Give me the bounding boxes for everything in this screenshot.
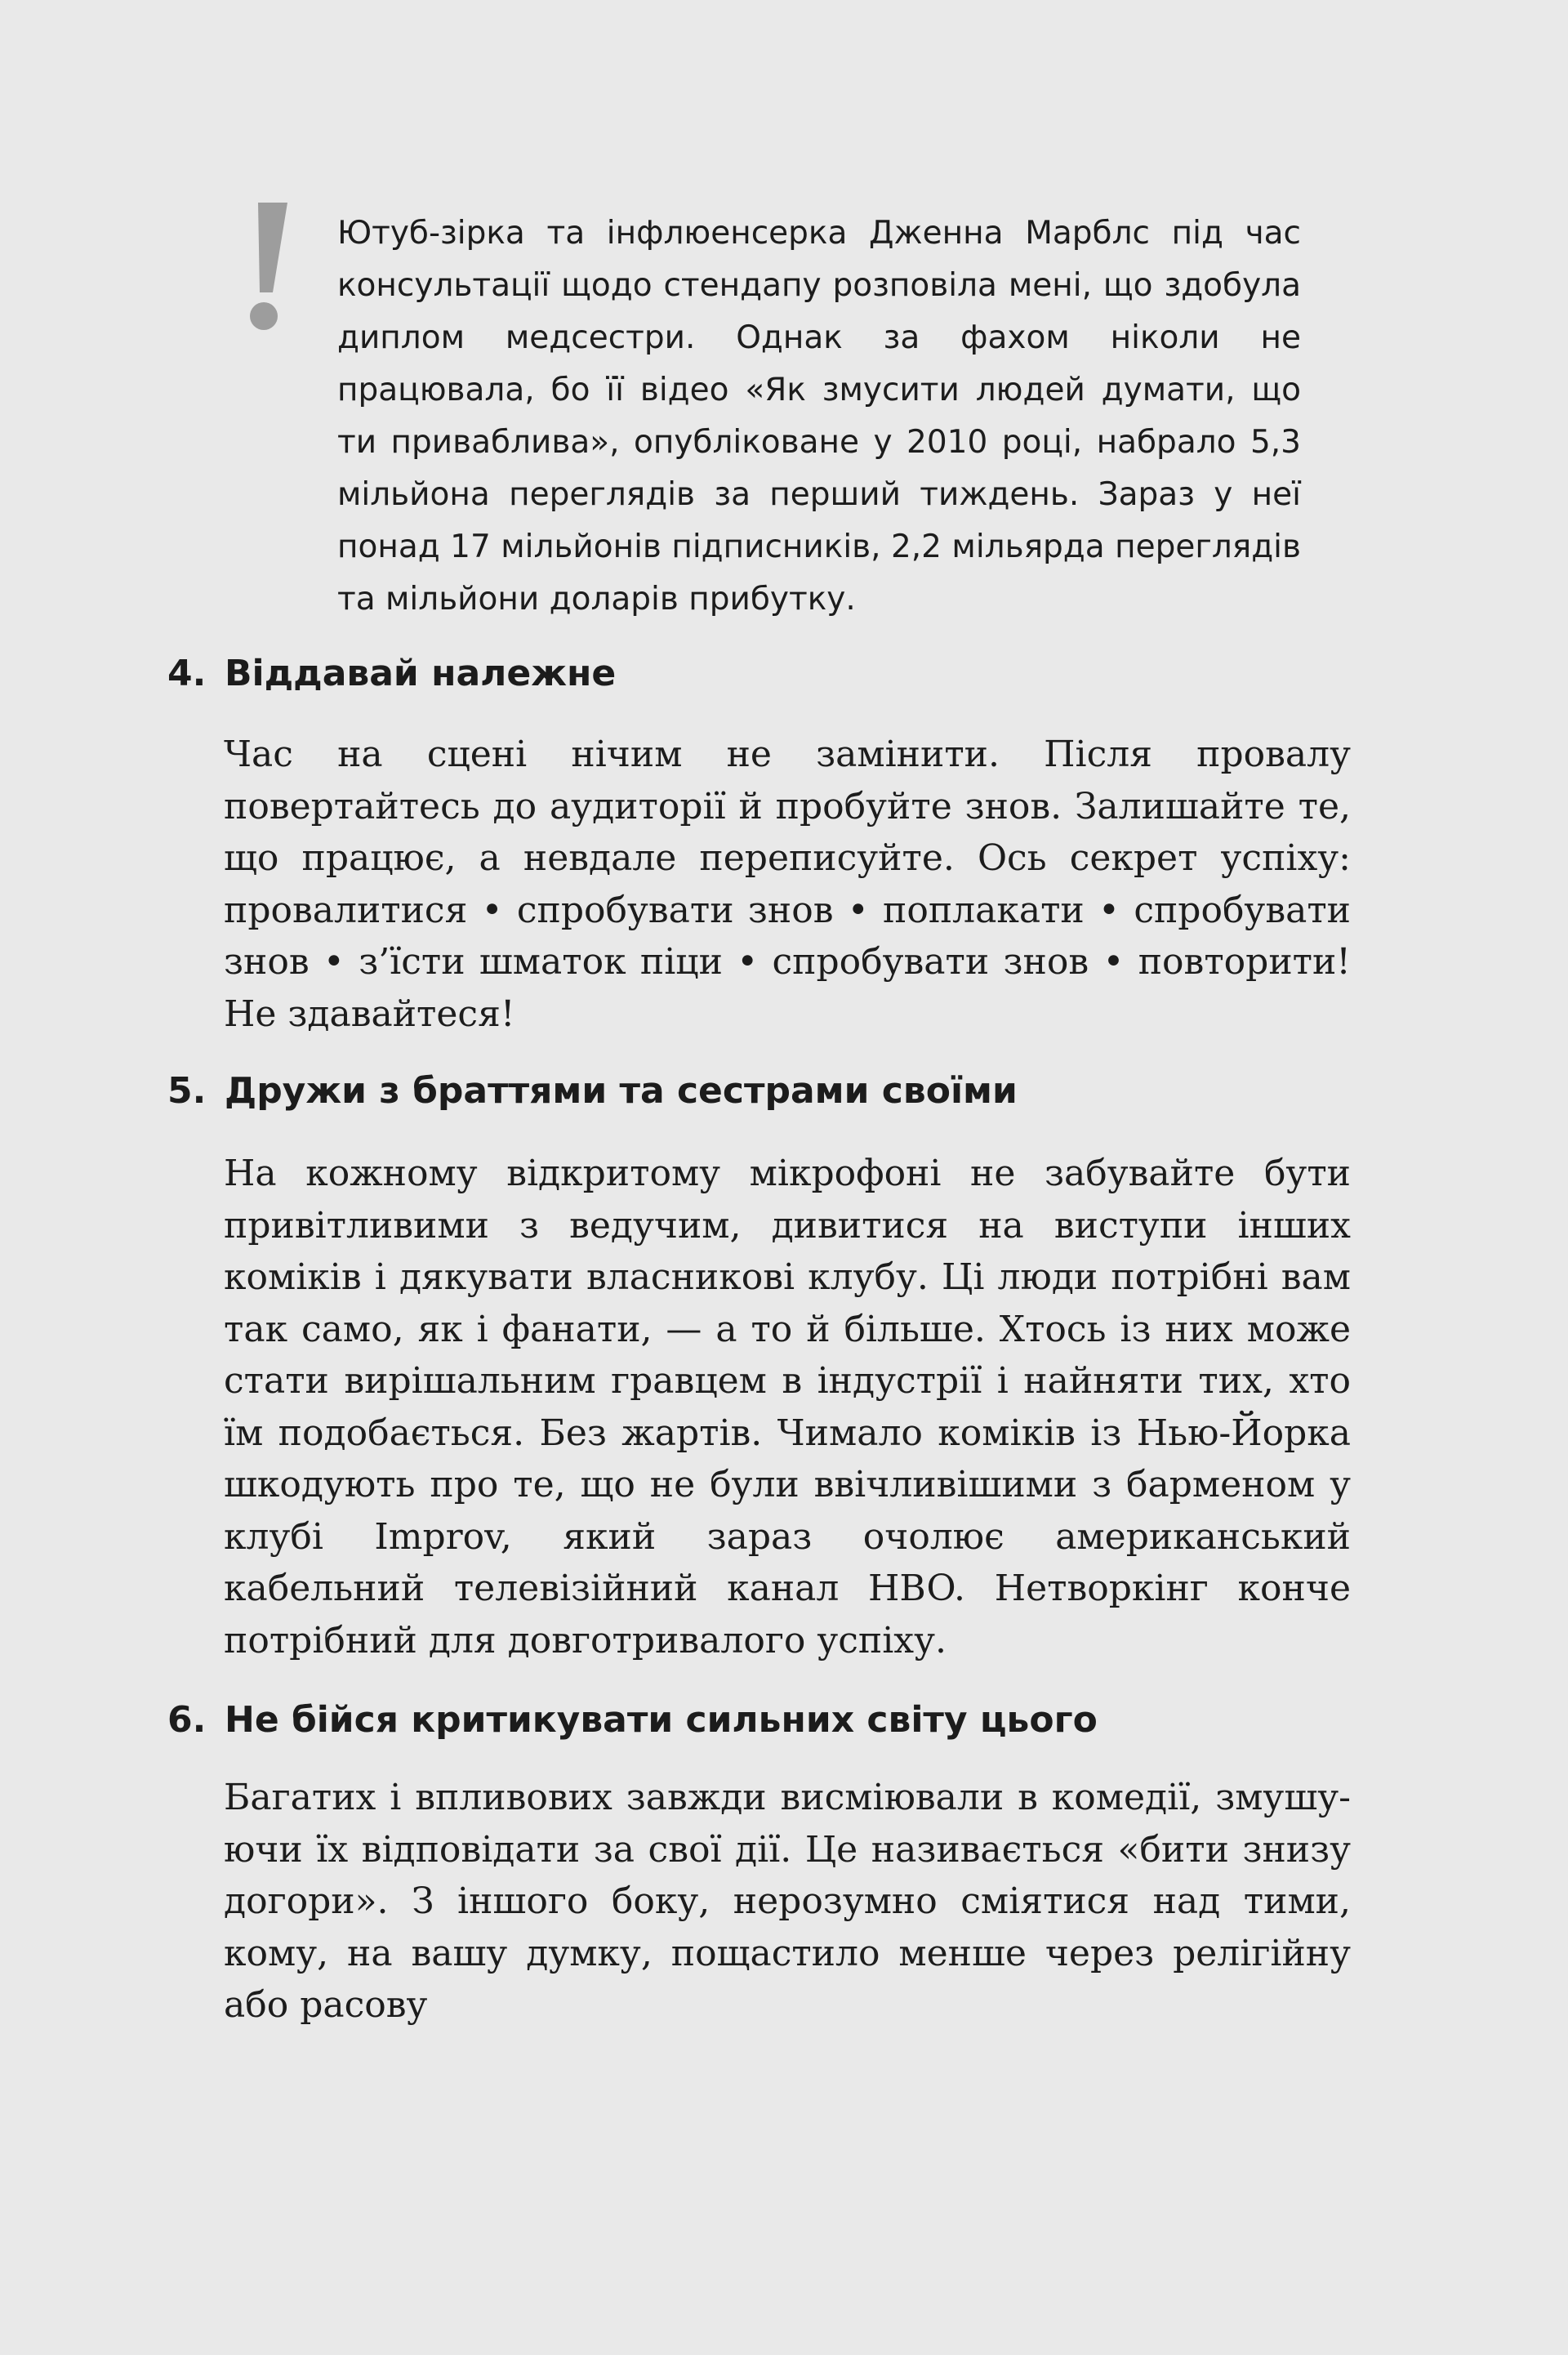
section-heading-6	[167, 1696, 1098, 1745]
section-number: 6.	[167, 1699, 207, 1741]
section-heading-5	[167, 1067, 1018, 1116]
section-title: Не бійся критикувати сильних світу цього	[225, 1699, 1098, 1741]
section-body-4: Час на сцені нічим не замінити. Після провалу повертайтесь до аудиторії й пробуйте знов. Залишайте те, що працює, а невдале переписуйте. Ось секрет успіху: провалитися • спробувати знов • поплакати • спробувати знов • з’їсти шматок піци • спробувати знов • повторити! Не здавайтеся!	[224, 734, 1351, 1035]
exclamation-icon	[242, 196, 291, 335]
section-body-6: Багатих і впливових завжди висміювали в комедії, змушуючи їх відповідати за свої дії. Це називається «бити знизу догори». З іншого боку, нерозумно сміятися над тими, кому, на вашу думку, пощастило менше через релігійну або расову	[224, 1777, 1351, 2026]
section-number: 4.	[167, 653, 207, 694]
section-title: Дружи з браттями та сестрами своїми	[225, 1070, 1018, 1112]
section-title: Віддавай належне	[225, 653, 617, 694]
callout-note: Ютуб-зірка та інфлюенсерка Дженна Марблс під час консультації щодо стендапу розповіла мені, що здобула диплом медсестри. Однак за фахом ніколи не працювала, бо її відео «Як змусити людей думати, що ти приваблива», опубліковане у 2010 році, набрало 5,3 мільйона переглядів за перший тиждень. Зараз у неї понад 17 мільйонів підписників, 2,2 мільярда переглядів та мільйони доларів прибутку.	[337, 215, 1301, 618]
section-number: 5.	[167, 1070, 207, 1112]
section-heading-4	[167, 649, 616, 698]
section-body-5: На кожному відкритому мікрофоні не забувайте бути привітливими з ведучим, дивитися на виступи інших коміків і дякувати власникові клубу. Ці люди потрібні вам так само, як і фанати, — а то й більше. Хтось із них може стати вирішальним гравцем в індустрії і найняти тих, хто їм подобається. Без жартів. Чимало коміків із Нью-Йорка шкодують про те, що не були ввічливішими з барменом у клубі Improv, який зараз очолює американський кабельний телевізійний канал HBO. Нетворкінг конче потрібний для довготривалого успіху.	[224, 1153, 1351, 1661]
